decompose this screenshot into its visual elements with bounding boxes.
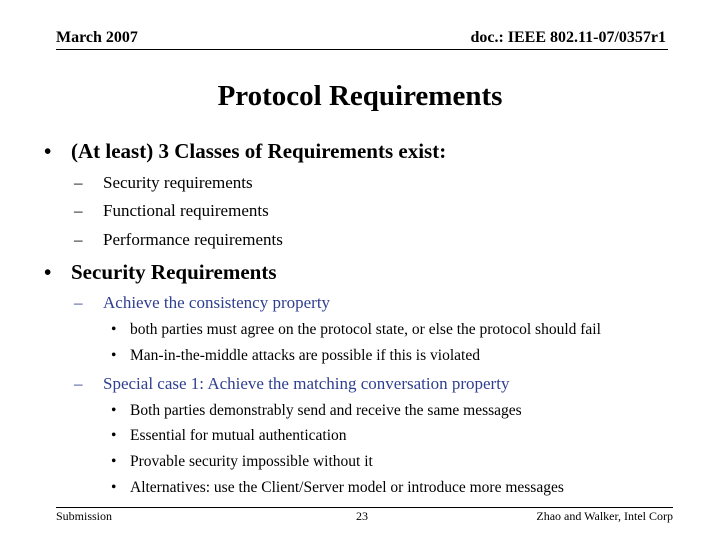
detail-provable-security xyxy=(111,453,373,471)
footer-page-number: 23 xyxy=(356,509,368,523)
bullet-marker: • xyxy=(111,479,117,496)
detail-text: Man-in-the-middle attacks are possible if this is violated xyxy=(130,347,480,364)
header-doc-id: doc.: IEEE 802.11-07/0357r1 xyxy=(470,29,666,46)
header-divider xyxy=(56,49,668,50)
detail-same-messages xyxy=(111,402,522,420)
detail-mutual-auth xyxy=(111,427,347,445)
footer-authors: Zhao and Walker, Intel Corp xyxy=(536,509,673,523)
subitem-matching xyxy=(74,374,509,394)
detail-text: both parties must agree on the protocol state, or else the protocol should fail xyxy=(130,321,601,338)
subitem-text: Security requirements xyxy=(103,173,253,192)
bullet-marker: • xyxy=(111,402,117,419)
slide-title: Protocol Requirements xyxy=(217,80,503,112)
header-date: March 2007 xyxy=(56,29,138,46)
bullet-security-text: Security Requirements xyxy=(71,260,277,284)
detail-text: Both parties demonstrably send and receive the same messages xyxy=(130,402,522,419)
bullet-marker: • xyxy=(111,347,117,364)
subitem-performance-requirements xyxy=(74,230,283,250)
subitem-consistency xyxy=(74,293,330,313)
dash-marker: – xyxy=(74,230,83,249)
footer-divider xyxy=(56,507,673,508)
bullet-classes xyxy=(44,139,446,164)
subitem-text: Functional requirements xyxy=(103,201,269,220)
footer-submission: Submission xyxy=(56,509,113,523)
subitem-security-requirements xyxy=(74,173,253,193)
subitem-text: Special case 1: Achieve the matching conversation property xyxy=(103,374,510,393)
detail-alternatives xyxy=(111,479,564,497)
dash-marker: – xyxy=(74,293,83,312)
dash-marker: – xyxy=(74,201,83,220)
detail-text: Provable security impossible without it xyxy=(130,453,373,470)
dash-marker: – xyxy=(74,374,83,393)
detail-text: Alternatives: use the Client/Server model or introduce more messages xyxy=(130,479,564,496)
subitem-text: Performance requirements xyxy=(103,230,283,249)
bullet-marker: • xyxy=(44,139,52,163)
subitem-functional-requirements xyxy=(74,201,269,221)
subitem-text: Achieve the consistency property xyxy=(103,293,331,312)
bullet-marker: • xyxy=(111,427,117,444)
bullet-marker: • xyxy=(111,453,117,470)
bullet-marker: • xyxy=(44,260,52,284)
bullet-classes-text: (At least) 3 Classes of Requirements exist: xyxy=(71,139,447,163)
detail-mitm xyxy=(111,347,480,365)
dash-marker: – xyxy=(74,173,83,192)
bullet-security xyxy=(44,260,277,285)
bullet-marker: • xyxy=(111,321,117,338)
detail-text: Essential for mutual authentication xyxy=(130,427,347,444)
detail-agree-state xyxy=(111,321,601,339)
